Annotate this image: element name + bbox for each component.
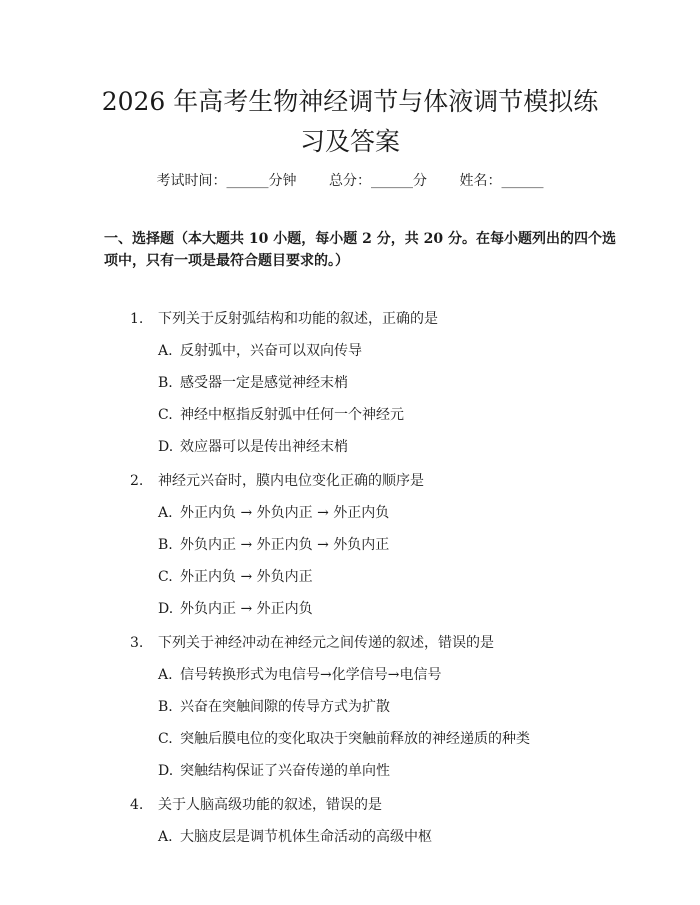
question-4 bbox=[130, 794, 382, 816]
option-text: 外负内正 → 外正内负 → 外负内正 bbox=[180, 537, 390, 553]
option-text: 兴奋在突触间隙的传导方式为扩散 bbox=[180, 699, 390, 715]
option-letter: B. bbox=[158, 375, 173, 391]
q3-option-b bbox=[158, 696, 390, 718]
option-letter: D. bbox=[158, 763, 174, 779]
exam-time: 考试时间：______分钟 bbox=[156, 173, 297, 189]
option-letter: C. bbox=[158, 407, 173, 423]
section-heading bbox=[104, 228, 624, 272]
option-text: 反射弧中，兴奋可以双向传导 bbox=[180, 343, 362, 359]
question-number: 1. bbox=[130, 311, 144, 327]
option-letter: A. bbox=[158, 343, 173, 359]
q2-option-a bbox=[158, 502, 389, 524]
title-line-1: 2026 年高考生物神经调节与体液调节模拟练 bbox=[101, 87, 599, 116]
option-letter: A. bbox=[158, 505, 173, 521]
option-text: 外负内正 → 外正内负 bbox=[180, 601, 313, 617]
question-text: 下列关于反射弧结构和功能的叙述，正确的是 bbox=[158, 311, 438, 327]
document-title bbox=[60, 82, 640, 162]
option-letter: D. bbox=[158, 601, 174, 617]
option-text: 外正内负 → 外负内正 bbox=[180, 569, 313, 585]
q2-option-c bbox=[158, 566, 313, 588]
q2-option-b bbox=[158, 534, 389, 556]
option-letter: B. bbox=[158, 537, 173, 553]
option-text: 大脑皮层是调节机体生命活动的高级中枢 bbox=[180, 829, 432, 845]
q3-option-a bbox=[158, 664, 441, 686]
question-text: 神经元兴奋时，膜内电位变化正确的顺序是 bbox=[158, 473, 424, 489]
question-3 bbox=[130, 632, 494, 654]
question-2 bbox=[130, 470, 424, 492]
title-line-2: 习及答案 bbox=[299, 127, 400, 156]
q3-option-d bbox=[158, 760, 390, 782]
question-text: 关于人脑高级功能的叙述，错误的是 bbox=[158, 797, 382, 813]
student-name: 姓名：______ bbox=[459, 173, 544, 189]
question-1 bbox=[130, 308, 438, 330]
option-letter: C. bbox=[158, 731, 173, 747]
option-letter: A. bbox=[158, 667, 173, 683]
option-text: 外正内负 → 外负内正 → 外正内负 bbox=[180, 505, 390, 521]
section-heading-line-2: 项中，只有一项是最符合题目要求的。） bbox=[104, 253, 349, 269]
question-number: 2. bbox=[130, 473, 144, 489]
option-letter: A. bbox=[158, 829, 173, 845]
option-text: 效应器可以是传出神经末梢 bbox=[180, 439, 348, 455]
q3-option-c bbox=[158, 728, 530, 750]
option-text: 感受器一定是感觉神经末梢 bbox=[180, 375, 348, 391]
option-text: 突触结构保证了兴奋传递的单向性 bbox=[180, 763, 390, 779]
q1-option-c bbox=[158, 404, 404, 426]
option-text: 信号转换形式为电信号→化学信号→电信号 bbox=[180, 667, 442, 683]
option-letter: B. bbox=[158, 699, 173, 715]
q1-option-b bbox=[158, 372, 348, 394]
question-number: 3. bbox=[130, 635, 144, 651]
option-text: 神经中枢指反射弧中任何一个神经元 bbox=[180, 407, 404, 423]
exam-meta bbox=[0, 170, 700, 190]
option-letter: D. bbox=[158, 439, 174, 455]
section-heading-line-1: 一、选择题（本大题共 10 小题，每小题 2 分，共 20 分。在每小题列出的四个选 bbox=[104, 231, 616, 247]
q2-option-d bbox=[158, 598, 313, 620]
q4-option-a bbox=[158, 826, 432, 848]
question-text: 下列关于神经冲动在神经元之间传递的叙述，错误的是 bbox=[158, 635, 494, 651]
option-letter: C. bbox=[158, 569, 173, 585]
question-number: 4. bbox=[130, 797, 144, 813]
total-score: 总分：______分 bbox=[329, 173, 427, 189]
q1-option-a bbox=[158, 340, 362, 362]
option-text: 突触后膜电位的变化取决于突触前释放的神经递质的种类 bbox=[180, 731, 530, 747]
q1-option-d bbox=[158, 436, 348, 458]
